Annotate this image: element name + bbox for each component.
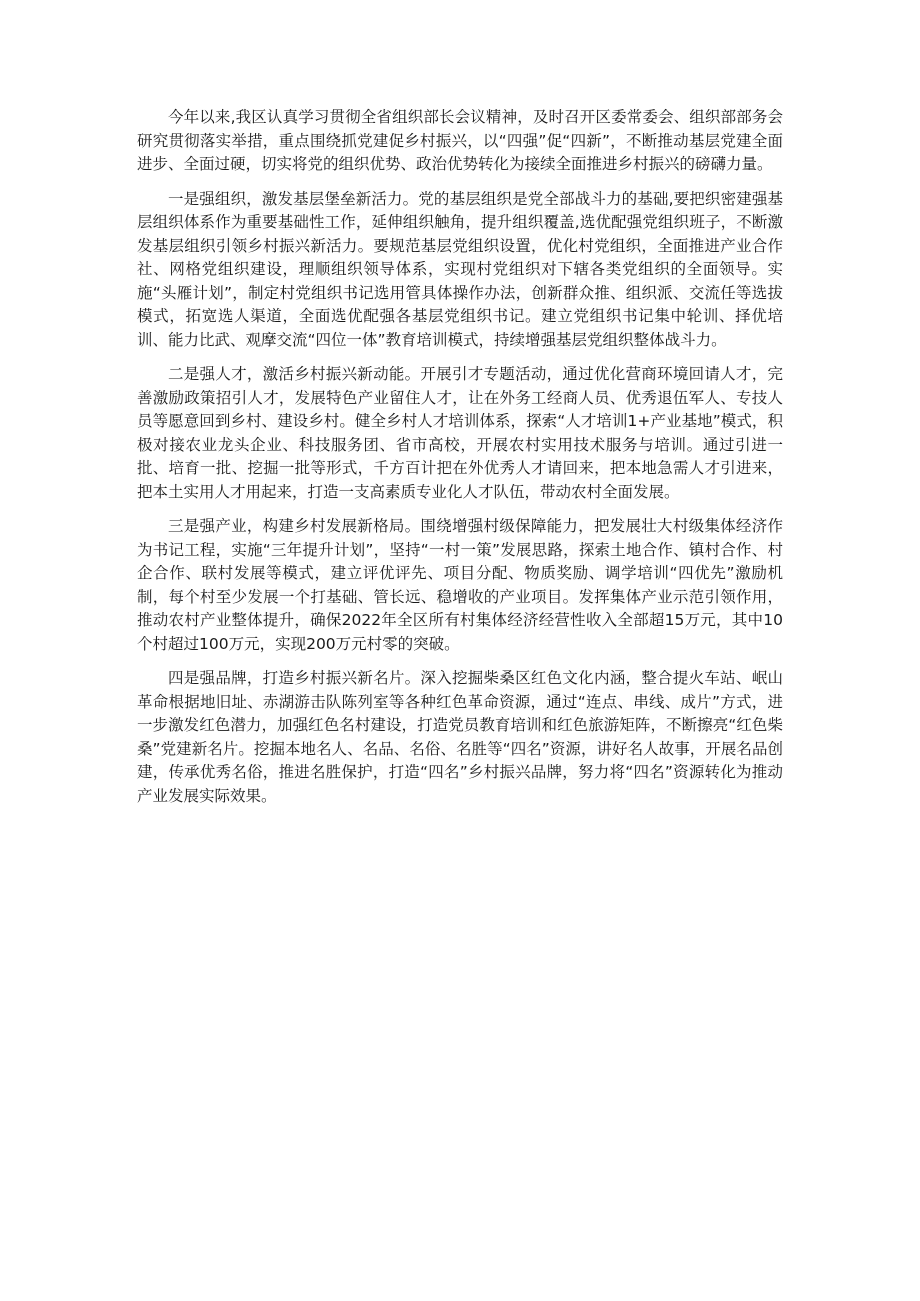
paragraph-brand: 四是强品牌，打造乡村振兴新名片。深入挖掘柴桑区红色文化内涵，整合提火车站、岷山革命根据地旧址、赤湖游击队陈列室等各种红色革命资源，通过“连点、串线、成片”方式，进一步激发红色潜力，加强红色名村建设，打造党员教育培训和红色旅游矩阵，不断擦亮“红色柴桑”党建新名片。挖掘本地名人、名品、名俗、名胜等“四名”资源，讲好名人故事，开展名品创建，传承优秀名俗，推进名胜保护，打造“四名”乡村振兴品牌，努力将“四名”资源转化为推动产业发展实际效果。 (137, 669, 783, 805)
paragraph-talent: 二是强人才，激活乡村振兴新动能。开展引才专题活动，通过优化营商环境回请人才，完善激励政策招引人才，发展特色产业留住人才，让在外务工经商人员、优秀退伍军人、专技人员等愿意回到乡村、建设乡村。健全乡村人才培训体系，探索“人才培训1+产业基地”模式，积极对接农业龙头企业、科技服务团、省市高校，开展农村实用技术服务与培训。通过引进一批、培育一批、挖掘一批等形式，千方百计把在外优秀人才请回来，把本地急需人才引进来，把本土实用人才用起来，打造一支高素质专业化人才队伍，带动农村全面发展。 (137, 365, 783, 501)
paragraph-organization: 一是强组织，激发基层堡垒新活力。党的基层组织是党全部战斗力的基础,要把织密建强基层组织体系作为重要基础性工作，延伸组织触角，提升组织覆盖,选优配强党组织班子，不断激发基层组织引领乡村振兴新活力。要规范基层党组织设置，优化村党组织，全面推进产业合作社、网格党组织建设，理顺组织领导体系，实现村党组织对下辖各类党组织的全面领导。实施“头雁计划”，制定村党组织书记选用管具体操作办法，创新群众推、组织派、交流任等选拔模式，拓宽选人渠道，全面选优配强各基层党组织书记。建立党组织书记集中轮训、择优培训、能力比武、观摩交流“四位一体”教育培训模式，持续增强基层党组织整体战斗力。 (137, 189, 783, 349)
document-body (137, 106, 783, 819)
paragraph-industry: 三是强产业，构建乡村发展新格局。围绕增强村级保障能力，把发展壮大村级集体经济作为书记工程，实施“三年提升计划”，坚持“一村一策”发展思路，探索土地合作、镇村合作、村企合作、联村发展等模式，建立评优评先、项目分配、物质奖励、调学培训“四优先”激励机制，每个村至少发展一个打基础、管长远、稳增收的产业项目。发挥集体产业示范引领作用，推动农村产业整体提升，确保2022年全区所有村集体经济经营性收入全部超15万元，其中10个村超过100万元，实现200万元村零的突破。 (137, 517, 783, 653)
paragraph-intro: 今年以来,我区认真学习贯彻全省组织部长会议精神，及时召开区委常委会、组织部部务会研究贯彻落实举措，重点围绕抓党建促乡村振兴，以“四强”促“四新”，不断推动基层党建全面进步、全面过硬，切实将党的组织优势、政治优势转化为接续全面推进乡村振兴的磅礴力量。 (137, 108, 783, 173)
